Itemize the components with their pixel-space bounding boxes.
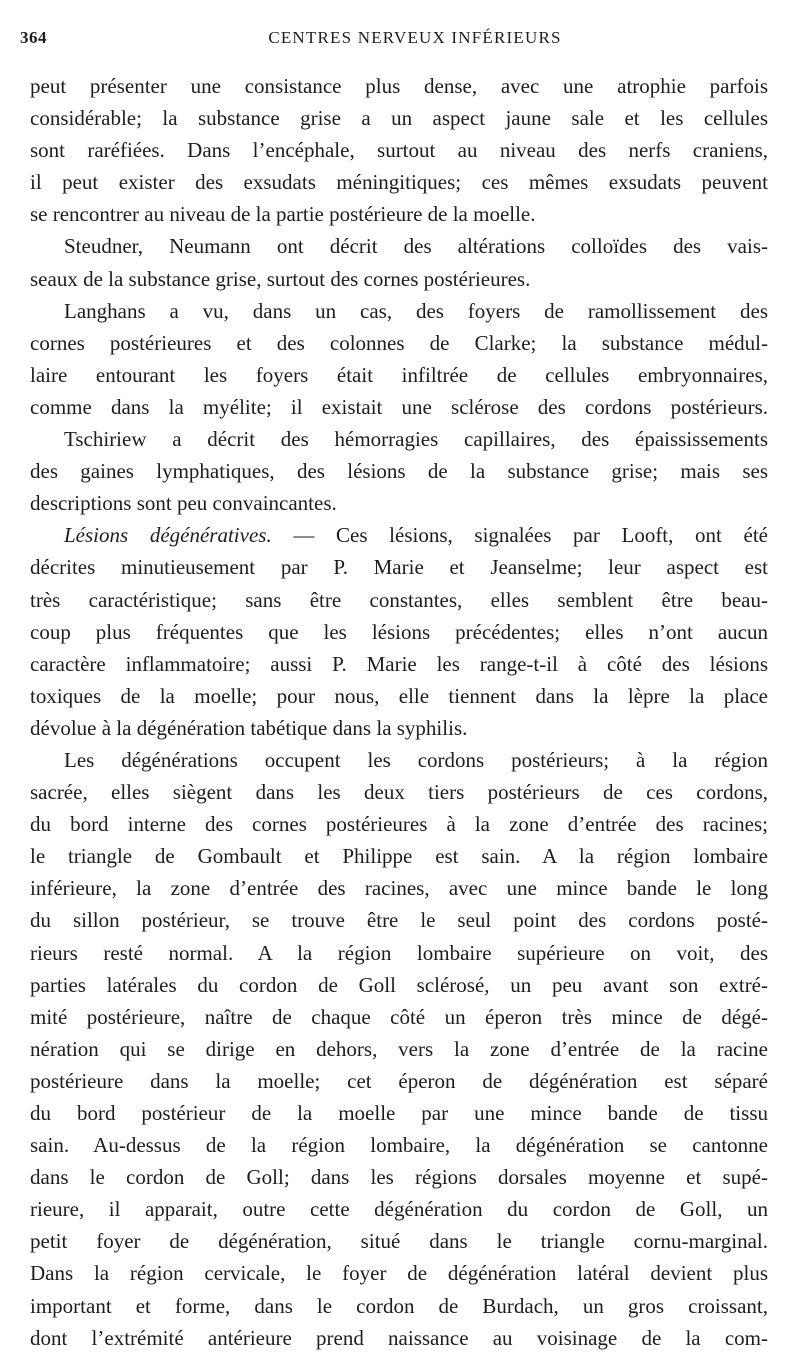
text-line: caractère inflammatoire; aussi P. Marie les range-t-il à côté des lésions (30, 651, 768, 676)
text-line: considérable; la substance grise a un aspect jaune sale et les cellules (30, 106, 768, 131)
text-line: postérieure dans la moelle; cet éperon de dégénération est séparé (30, 1068, 768, 1093)
text-line: petit foyer de dégénération, situé dans le triangle cornu-marginal. (30, 1229, 768, 1254)
page-header (0, 28, 800, 58)
text-line: toxiques de la moelle; pour nous, elle tiennent dans la lèpre la place (30, 683, 768, 708)
text-line: du bord postérieur de la moelle par une mince bande de tissu (30, 1101, 768, 1125)
text-line: coup plus fréquentes que les lésions précédentes; elles n’ont aucun (30, 619, 768, 644)
paragraph-first-line: Steudner, Neumann ont décrit des altérations colloïdes des vais- (64, 234, 768, 259)
section-heading-line (30, 519, 768, 551)
text-line: se rencontrer au niveau de la partie postérieure de la moelle. (30, 202, 536, 227)
text-line: laire entourant les foyers était infiltrée de cellules embryonnaires, (30, 362, 768, 387)
text-line: des gaines lymphatiques, des lésions de la substance grise; mais ses (30, 459, 768, 484)
text-line: du bord interne des cornes postérieures à la zone d’entrée des racines; (30, 812, 768, 837)
body-text (30, 70, 768, 1354)
text-line: rieure, il apparait, outre cette dégénération du cordon de Goll, un (30, 1197, 768, 1222)
text-line: sont raréfiées. Dans l’encéphale, surtout au niveau des nerfs craniens, (30, 138, 768, 163)
text-line: il peut exister des exsudats méningitiques; ces mêmes exsudats peuvent (30, 170, 768, 195)
text-line: descriptions sont peu convaincantes. (30, 491, 337, 516)
text-line: inférieure, la zone d’entrée des racines, avec une mince bande le long (30, 876, 768, 901)
paragraph-first-line: Tschiriew a décrit des hémorragies capillaires, des épaississements (64, 427, 768, 452)
text-line: mité postérieure, naître de chaque côté un éperon très mince de dégé- (30, 1004, 768, 1029)
paragraph-first-line: Les dégénérations occupent les cordons postérieurs; à la région (64, 747, 768, 772)
section-heading-continuation: — Ces lésions, signalées par Looft, ont été (293, 523, 769, 548)
text-line: sain. Au-dessus de la région lombaire, la dégénération se cantonne (30, 1133, 768, 1158)
text-line: peut présenter une consistance plus dense, avec une atrophie parfois (30, 74, 768, 98)
text-line: cornes postérieures et des colonnes de Clarke; la substance médul- (30, 330, 768, 355)
running-title: CENTRES NERVEUX INFÉRIEURS (268, 28, 562, 47)
text-line: le triangle de Gombault et Philippe est sain. A la région lombaire (30, 844, 768, 869)
text-line: rieurs resté normal. A la région lombaire supérieure on voit, des (30, 940, 768, 965)
text-line: décrites minutieusement par P. Marie et Jeanselme; leur aspect est (30, 555, 768, 580)
text-line: dans le cordon de Goll; dans les régions dorsales moyenne et supé- (30, 1165, 768, 1190)
text-line: dont l’extrémité antérieure prend naissance au voisinage de la com- (30, 1325, 768, 1350)
text-line: comme dans la myélite; il existait une sclérose des cordons postérieurs. (30, 394, 768, 419)
text-line: nération qui se dirige en dehors, vers la zone d’entrée de la racine (30, 1036, 768, 1061)
text-line: seaux de la substance grise, surtout des cornes postérieures. (30, 266, 531, 291)
text-line: important et forme, dans le cordon de Burdach, un gros croissant, (30, 1293, 768, 1318)
section-heading: Lésions dégénératives. (64, 523, 272, 548)
text-line: dévolue à la dégénération tabétique dans la syphilis. (30, 715, 468, 740)
text-line: du sillon postérieur, se trouve être le seul point des cordons posté- (30, 908, 768, 933)
text-line: Dans la région cervicale, le foyer de dégénération latéral devient plus (30, 1261, 768, 1286)
paragraph-first-line: Langhans a vu, dans un cas, des foyers de ramollissement des (64, 298, 768, 323)
text-line: sacrée, elles siègent dans les deux tiers postérieurs de ces cordons, (30, 780, 768, 805)
text-line: très caractéristique; sans être constantes, elles semblent être beau- (30, 587, 768, 612)
page-number: 364 (20, 28, 47, 47)
text-line: parties latérales du cordon de Goll sclérosé, un peu avant son extré- (30, 972, 768, 997)
